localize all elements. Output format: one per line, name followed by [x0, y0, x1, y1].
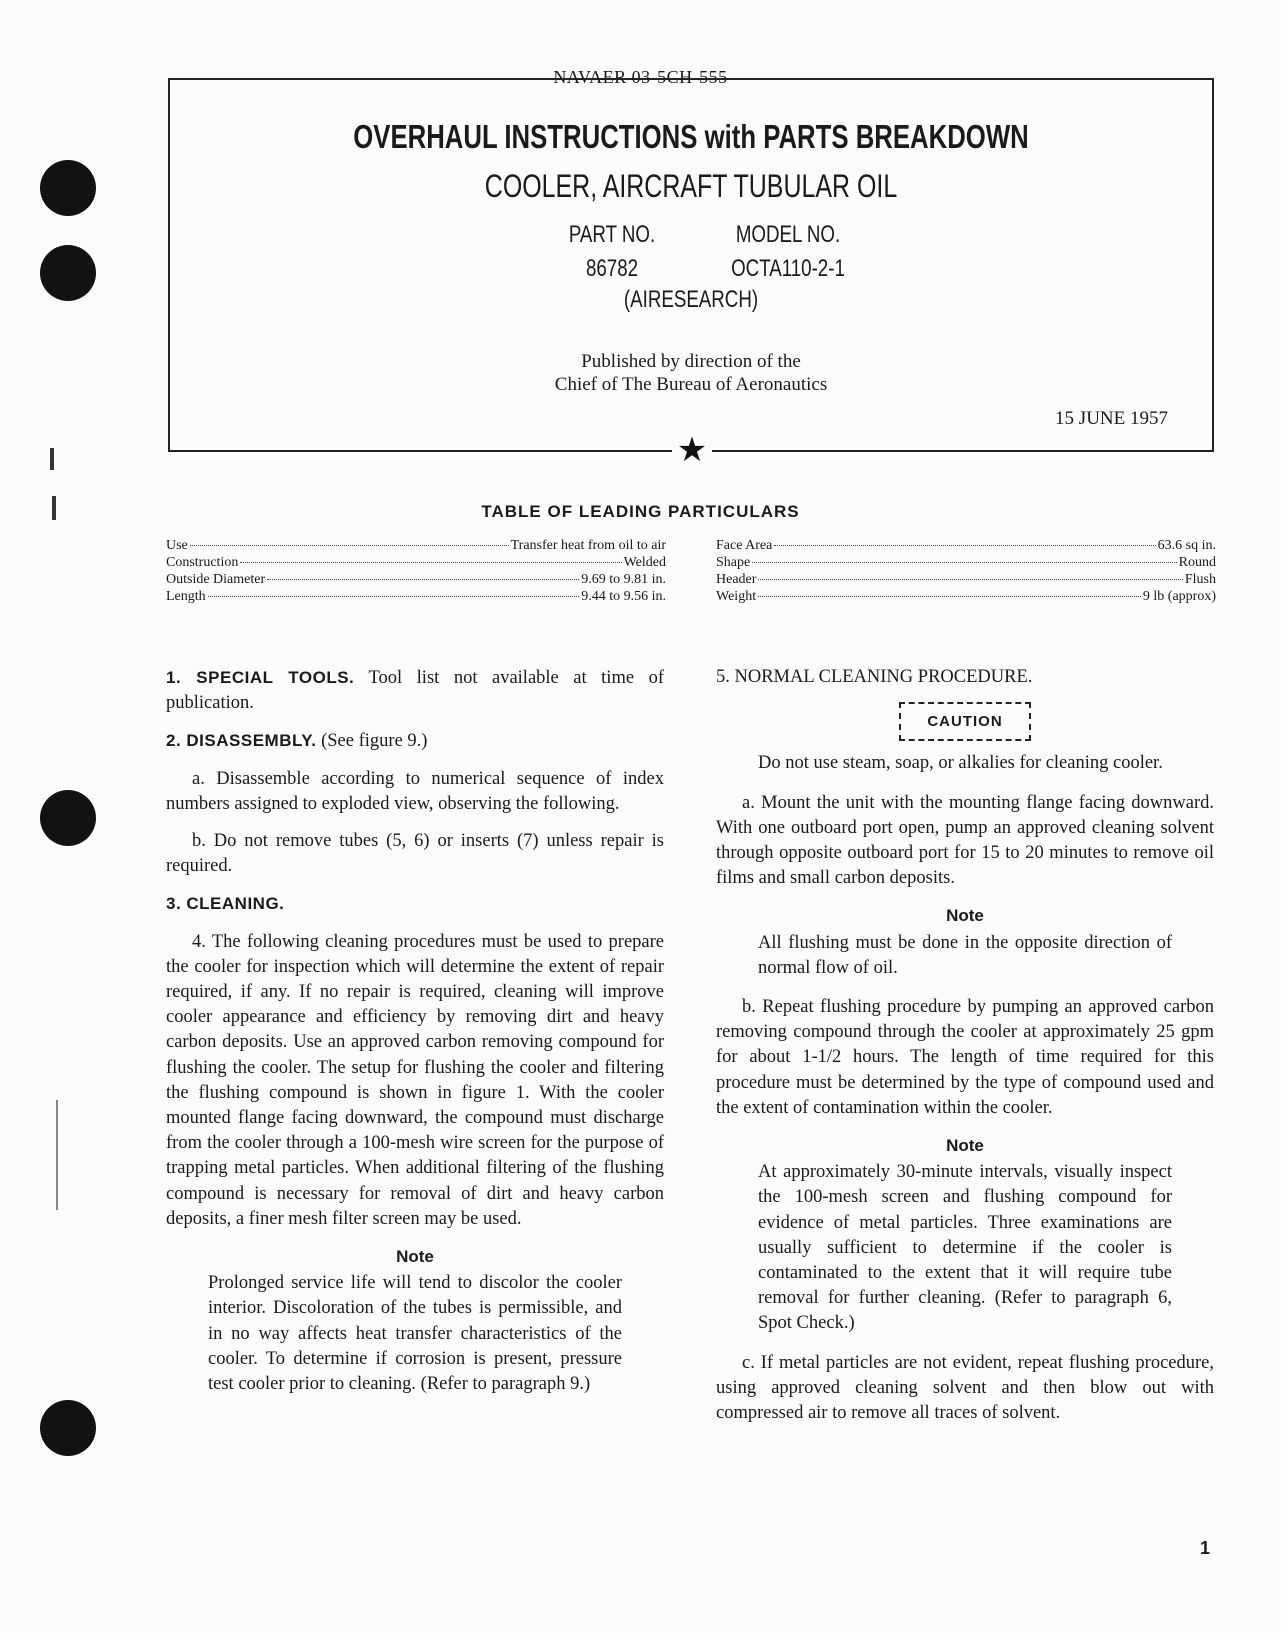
star-icon: ★: [672, 432, 712, 470]
particulars-left: [166, 537, 666, 605]
particular-row: Header Flush: [716, 572, 1216, 587]
model-number-block: [688, 218, 888, 286]
disassembly-step-a: a. Disassemble according to numerical sequence of index numbers assigned to exploded view, observing the following.: [166, 768, 664, 814]
document-title: OVERHAUL INSTRUCTIONS with PARTS BREAKDOWN: [353, 118, 1029, 155]
note-body: All flushing must be done in the opposite direction of normal flow of oil.: [758, 932, 1172, 978]
scan-speck: [50, 448, 54, 470]
publication-date: 15 JUNE 1957: [1055, 408, 1168, 429]
model-value: OCTA110-2-1: [731, 255, 845, 282]
document-number: NAVAER 03-5CH-555: [0, 67, 1281, 88]
particular-row: Outside Diameter 9.69 to 9.81 in.: [166, 572, 666, 587]
manufacturer: (AIRESEARCH): [623, 286, 759, 313]
scan-speck: [56, 1100, 58, 1210]
particular-row: Face Area 63.6 sq in.: [716, 538, 1216, 553]
cleaning-paragraph-4: 4. The following cleaning procedures must be used to prepare the cooler for inspection which will determine the extent of repair required, if any. If no repair is required, cleaning will improve cooler appearance and efficiency by removing dirt and heavy carbon deposits. Use an approved carbon removing compound for flushing the cooler. The setup for flushing the cooler and filtering the flushing compound is shown in figure 1. With the cooler mounted flange facing downward, the compound must discharge from the cooler through a 100-mesh wire screen for the purpose of trapping metal particles. When additional filtering of the flushing compound is necessary for removal of dirt and heavy carbon deposits, a finer mesh filter screen may be used.: [166, 931, 664, 1229]
section-special-tools: 1. SPECIAL TOOLS. Tool list not available at time of publication.: [166, 668, 664, 714]
binder-hole-bottom: [40, 1400, 96, 1456]
particular-row: Construction Welded: [166, 555, 666, 570]
particular-row: Use Transfer heat from oil to air: [166, 538, 666, 553]
particular-row: Weight 9 lb (approx): [716, 589, 1216, 604]
right-column: [716, 665, 1214, 1438]
publication-authority: Published by direction of the Chief of The Bureau of Aeronautics: [554, 351, 828, 395]
section-normal-cleaning: 5. NORMAL CLEANING PROCEDURE.: [716, 667, 1033, 687]
particulars-title: TABLE OF LEADING PARTICULARS: [481, 502, 800, 521]
binder-hole-middle: [40, 790, 96, 846]
particular-row: Length 9.44 to 9.56 in.: [166, 589, 666, 604]
caution-box: CAUTION: [899, 702, 1030, 741]
note-heading: Note: [946, 1136, 984, 1156]
section-disassembly: 2. DISASSEMBLY. (See figure 9.): [166, 731, 428, 752]
cleaning-step-b: b. Repeat flushing procedure by pumping an approved carbon removing compound through the cooler at approximately 25 gpm for about 1-1/2 hours. The length of time required for this procedure must be determined by the type of compound used and the extent of contamination within the cooler.: [716, 997, 1214, 1118]
page-number: 1: [1200, 1538, 1211, 1558]
part-value: 86782: [585, 255, 639, 282]
note-body: At approximately 30-minute intervals, visually inspect the 100-mesh screen and flushing compound for evidence of metal particles. Three examinations are usually sufficient to determine if the cooler is contaminated to the extent that it will require tube removal for further cleaning. (Refer to paragraph 6, Spot Check.): [758, 1162, 1172, 1334]
binder-hole-top: [40, 160, 96, 216]
part-label: PART NO.: [568, 221, 656, 248]
model-label: MODEL NO.: [735, 221, 841, 248]
binder-hole-upper: [40, 245, 96, 301]
section-cleaning: 3. CLEANING.: [166, 894, 285, 914]
cleaning-step-c: c. If metal particles are not evident, repeat flushing procedure, using approved cleaning solvent and then blow out with compressed air to remove all traces of solvent.: [716, 1352, 1214, 1424]
disassembly-step-b: b. Do not remove tubes (5, 6) or inserts (7) unless repair is required.: [166, 831, 664, 877]
cleaning-step-a: a. Mount the unit with the mounting flange facing downward. With one outboard port open, pump an approved cleaning solvent through opposite outboard port for 15 to 20 minutes to remove oil films and small carbon deposits.: [716, 792, 1214, 889]
document-subtitle: COOLER, AIRCRAFT TUBULAR OIL: [484, 168, 898, 204]
note-heading: Note: [396, 1247, 434, 1267]
particular-row: Shape Round: [716, 555, 1216, 570]
note-heading: Note: [946, 906, 984, 926]
caution-text: Do not use steam, soap, or alkalies for cleaning cooler.: [758, 753, 1163, 774]
left-column: [166, 665, 664, 1411]
note-body: Prolonged service life will tend to discolor the cooler interior. Discoloration of the tubes is permissible, and in no way affects heat transfer characteristics of the cooler. To determine if corrosion is present, pressure test cooler prior to cleaning. (Refer to paragraph 9.): [208, 1273, 622, 1395]
particulars-right: [716, 537, 1216, 605]
part-number-block: [512, 218, 712, 286]
